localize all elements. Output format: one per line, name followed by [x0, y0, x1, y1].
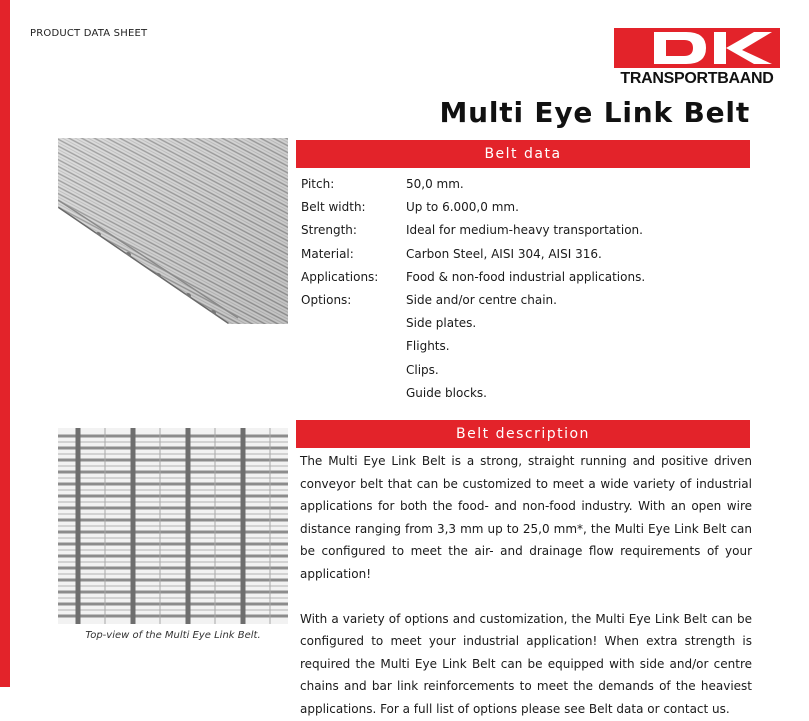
- spec-value: Side and/or centre chain.: [406, 292, 557, 307]
- belt-description-text: [300, 450, 752, 721]
- spec-label: Applications:: [301, 269, 379, 284]
- belt-data-list: [301, 173, 645, 405]
- description-paragraph: With a variety of options and customization, the Multi Eye Link Belt can be configured to meet your industrial application! When extra strength is required the Multi Eye Link Belt can be equipped with side and/or centre chains and bar link reinforcements to meet the demands of the heaviest applications. For a full list of options please see Belt data or contact us.: [300, 611, 752, 716]
- spec-row: [301, 312, 645, 335]
- spec-row: [301, 382, 645, 405]
- spec-label: [301, 359, 406, 382]
- logo-dk-graphic: [614, 28, 780, 68]
- accent-side-bar: [0, 0, 10, 687]
- spec-value: Guide blocks.: [406, 385, 487, 400]
- spec-value: Ideal for medium-heavy transportation.: [406, 223, 643, 238]
- spec-label: [301, 335, 406, 358]
- spec-label: Belt width:: [301, 200, 366, 215]
- belt-perspective-image: [58, 138, 288, 324]
- spec-row: [301, 266, 645, 289]
- spec-row: [301, 289, 645, 312]
- spec-value: Flights.: [406, 339, 450, 354]
- top-view-caption: Top-view of the Multi Eye Link Belt.: [85, 630, 261, 641]
- spec-label: Material:: [301, 246, 354, 261]
- spec-label: [301, 382, 406, 405]
- spec-row: [301, 335, 645, 358]
- company-logo: [614, 28, 780, 90]
- belt-data-heading: Belt data: [296, 140, 750, 168]
- spec-label: [301, 312, 406, 335]
- spec-value: Up to 6.000,0 mm.: [406, 200, 519, 215]
- spec-value: Food & non-food industrial applications.: [406, 269, 646, 284]
- document-type-label: PRODUCT DATA SHEET: [30, 28, 148, 39]
- description-paragraph: The Multi Eye Link Belt is a strong, straight running and positive driven conveyor belt that can be customized to meet a wide variety of industrial applications for both the food- and non-food industry. With an open wire distance ranging from 3,3 mm up to 25,0 mm*, the Multi Eye Link Belt can be configured to meet the air- and drainage flow requirements of your application!: [300, 454, 752, 581]
- spec-row: [301, 219, 645, 242]
- spec-row: [301, 196, 645, 219]
- spec-label: Options:: [301, 292, 352, 307]
- spec-value: Side plates.: [406, 316, 477, 331]
- spec-value: Clips.: [406, 362, 439, 377]
- belt-description-heading: Belt description: [296, 420, 750, 448]
- belt-top-view-image: [58, 428, 288, 624]
- spec-value: Carbon Steel, AISI 304, AISI 316.: [406, 246, 602, 261]
- spec-value: 50,0 mm.: [406, 177, 464, 191]
- spec-row: [301, 359, 645, 382]
- spec-row: [301, 173, 645, 196]
- spec-label: Pitch:: [301, 177, 335, 191]
- logo-mark: [614, 28, 780, 68]
- page-title: Multi Eye Link Belt: [439, 96, 750, 129]
- logo-wordmark: TRANSPORTBAAND: [620, 70, 774, 87]
- spec-label: Strength:: [301, 223, 357, 238]
- spec-row: [301, 243, 645, 266]
